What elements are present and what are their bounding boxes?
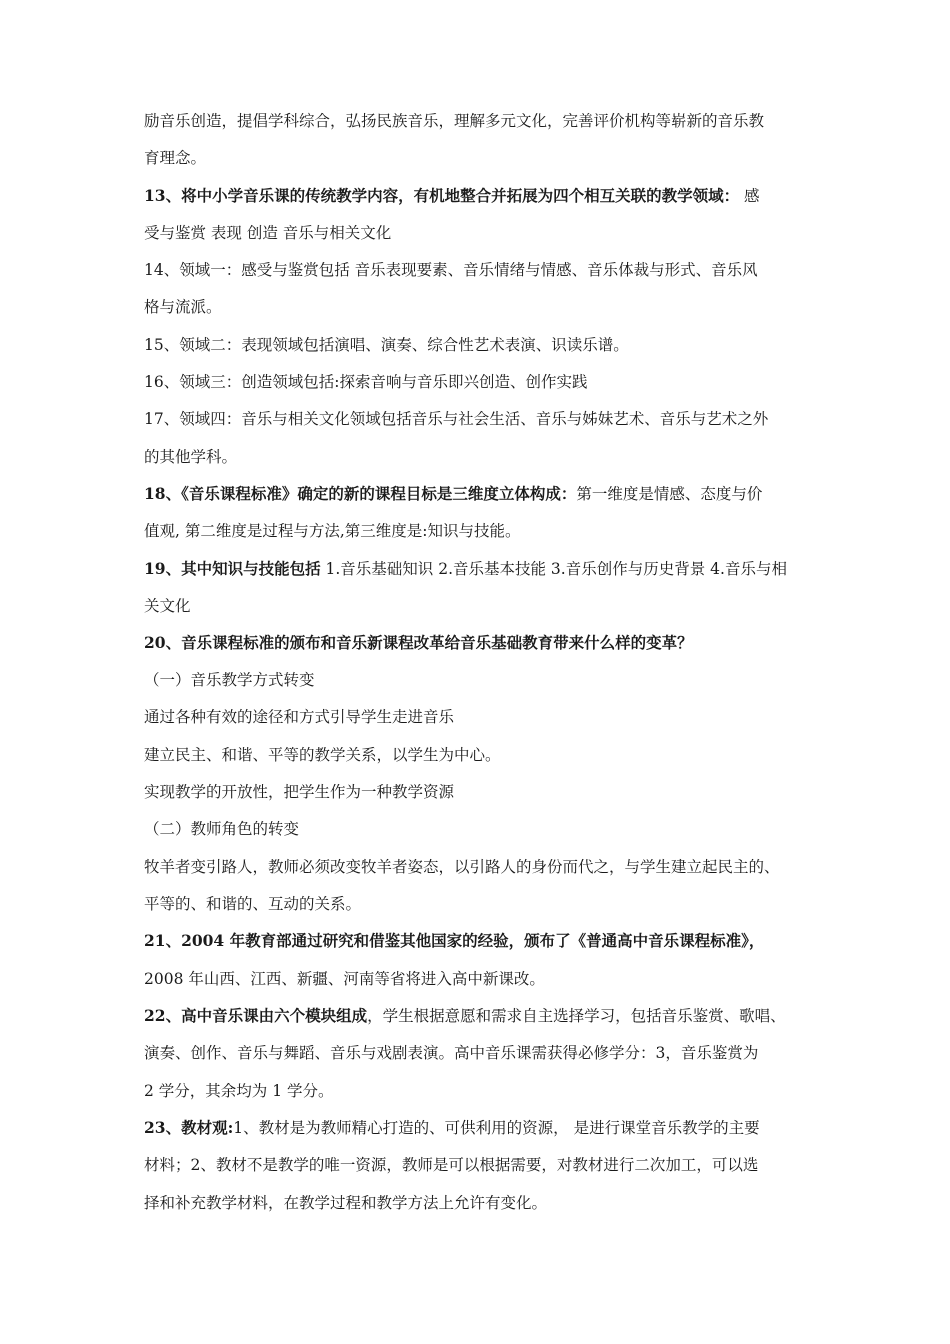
text-line (144, 745, 816, 765)
text-line (144, 782, 816, 802)
text-line (144, 1118, 816, 1138)
text-segment: 育理念。 (144, 149, 207, 167)
text-segment: 15、领域二：表现领域包括演唱、演奏、综合性艺术表演、识读乐谱。 (144, 336, 629, 354)
text-line (144, 521, 816, 541)
text-line (144, 260, 816, 280)
text-line (144, 409, 816, 429)
text-line (144, 931, 816, 951)
bold-text-segment: 23、教材观: (144, 1118, 234, 1137)
text-segment: 第一维度是情感、态度与价 (576, 485, 763, 503)
text-segment: 励音乐创造，提倡学科综合，弘扬民族音乐，理解多元文化，完善评价机构等崭新的音乐教 (144, 112, 765, 130)
text-segment: 的其他学科。 (144, 448, 238, 466)
bold-text-segment: 19、其中知识与技能包括 (144, 559, 321, 578)
text-segment: 16、领域三：创造领域包括:探索音响与音乐即兴创造、创作实践 (144, 373, 588, 391)
bold-text-segment: 18、《音乐课程标准》确定的新的课程目标是三维度立体构成： (144, 484, 577, 503)
text-segment: 平等的、和谐的、互动的关系。 (144, 895, 362, 913)
text-segment: 建立民主、和谐、平等的教学关系，以学生为中心。 (144, 746, 501, 764)
text-line (144, 1081, 816, 1101)
bold-text-segment: 22、高中音乐课由六个模块组成 (144, 1006, 368, 1025)
text-line (144, 559, 816, 579)
text-segment: 14、领域一：感受与鉴赏包括 音乐表现要素、音乐情绪与情感、音乐体裁与形式、音乐风 (144, 261, 758, 279)
text-segment: 1、教材是为教师精心打造的、可供利用的资源， 是进行课堂音乐教学的主要 (233, 1119, 760, 1137)
text-segment: 牧羊者变引路人，教师必须改变牧羊者姿态，以引路人的身份而代之，与学生建立起民主的、 (144, 858, 780, 876)
text-line (144, 372, 816, 392)
bold-text-segment: 20、音乐课程标准的颁布和音乐新课程改革给音乐基础教育带来什么样的变革？ (144, 633, 693, 652)
text-segment: 格与流派。 (144, 298, 222, 316)
text-line (144, 670, 816, 690)
text-line (144, 894, 816, 914)
text-segment: ，学生根据意愿和需求自主选择学习，包括音乐鉴赏、歌唱、 (367, 1007, 786, 1025)
text-line (144, 186, 816, 206)
text-line (144, 484, 816, 504)
text-line (144, 596, 816, 616)
text-line (144, 447, 816, 467)
text-line (144, 223, 816, 243)
text-line (144, 1155, 816, 1175)
text-segment: 关文化 (144, 597, 191, 615)
text-line (144, 819, 816, 839)
text-line (144, 1006, 816, 1026)
text-segment: （二）教师角色的转变 (144, 820, 300, 838)
text-segment: 材料；2、教材不是教学的唯一资源，教师是可以根据需要，对教材进行二次加工，可以选 (144, 1156, 759, 1174)
text-segment: 实现教学的开放性，把学生作为一种教学资源 (144, 783, 455, 801)
text-segment: 通过各种有效的途径和方式引导学生走进音乐 (144, 708, 455, 726)
text-line (144, 1043, 816, 1063)
text-line (144, 969, 816, 989)
text-line (144, 707, 816, 727)
bold-text-segment: 13、将中小学音乐课的传统教学内容，有机地整合并拓展为四个相互关联的教学领域： (144, 186, 740, 205)
text-segment: 受与鉴赏 表现 创造 音乐与相关文化 (144, 224, 392, 242)
text-segment: （一）音乐教学方式转变 (144, 671, 315, 689)
text-segment: 2008 年山西、江西、新疆、河南等省将进入高中新课改。 (144, 970, 545, 988)
text-segment: 17、领域四：音乐与相关文化领域包括音乐与社会生活、音乐与姊妹艺术、音乐与艺术之外 (144, 410, 769, 428)
text-line (144, 633, 816, 653)
text-line (144, 111, 816, 131)
text-segment: 感 (739, 187, 760, 205)
text-line (144, 1193, 816, 1213)
text-line (144, 148, 816, 168)
text-segment: 1.音乐基础知识 2.音乐基本技能 3.音乐创作与历史背景 4.音乐与相 (320, 560, 787, 578)
text-line (144, 857, 816, 877)
text-line (144, 297, 816, 317)
text-segment: 演奏、创作、音乐与舞蹈、音乐与戏剧表演。高中音乐课需获得必修学分：3，音乐鉴赏为 (144, 1044, 759, 1062)
bold-text-segment: 21、2004 年教育部通过研究和借鉴其他国家的经验，颁布了《普通高中音乐课程标准》， (144, 931, 765, 950)
text-segment: 值观, 第二维度是过程与方法,第三维度是:知识与技能。 (144, 522, 521, 540)
text-segment: 择和补充教学材料，在教学过程和教学方法上允许有变化。 (144, 1194, 548, 1212)
text-line (144, 335, 816, 355)
text-segment: 2 学分，其余均为 1 学分。 (144, 1082, 334, 1100)
